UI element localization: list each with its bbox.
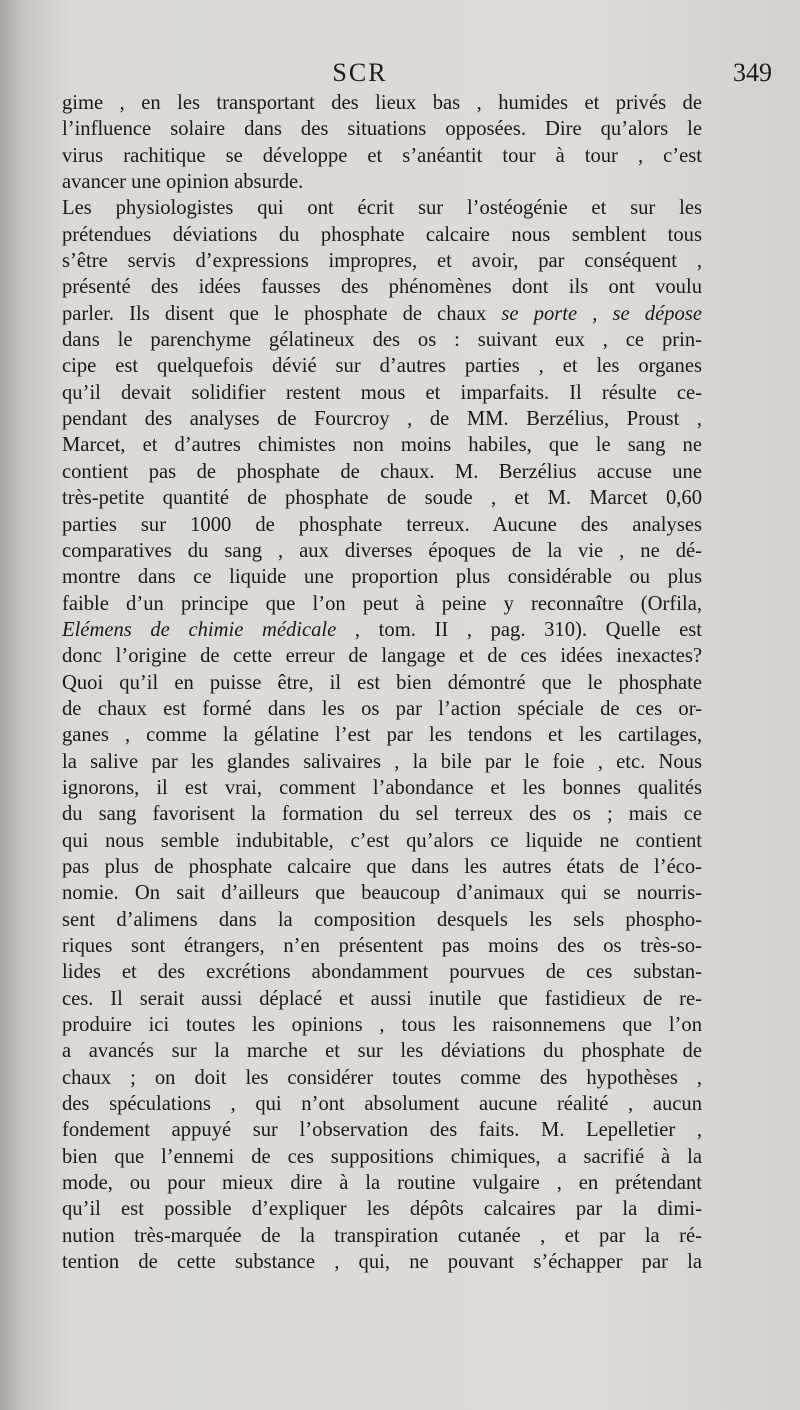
text-line xyxy=(62,195,702,221)
text-line: lides et des excrétions abondamment pourvues de ces substan- xyxy=(62,961,702,984)
text-line: avancer une opinion absurde. xyxy=(62,171,304,194)
text-line: des spéculations , qui n’ont absolument aucune réalité , aucun xyxy=(62,1093,702,1116)
text-line: l’influence solaire dans des situations opposées. Dire qu’alors le xyxy=(62,118,702,141)
book-title: Elémens de chimie médicale xyxy=(62,618,337,641)
text-line: comparatives du sang , aux diverses époques de la vie , ne dé- xyxy=(62,539,702,562)
text-line: nution très-marquée de la transpiration cutanée , et par la ré- xyxy=(62,1224,702,1247)
text-line: mode, ou pour mieux dire à la routine vulgaire , en prétendant xyxy=(62,1172,702,1195)
text-line: tention de cette substance , qui, ne pouvant s’échapper par la xyxy=(62,1251,702,1274)
text-line: la salive par les glandes salivaires , la bile par le foie , etc. Nous xyxy=(62,750,702,773)
text-line: gime , en les transportant des lieux bas , humides et privés de xyxy=(62,92,702,114)
text-line xyxy=(62,301,702,327)
text-line: produire ici toutes les opinions , tous les raisonnemens que l’on xyxy=(62,1014,702,1037)
text-line: a avancés sur la marche et sur les déviations du phosphate de xyxy=(62,1040,702,1063)
text-line-content: , tom. II , pag. 310). Quelle est xyxy=(336,618,703,641)
text-line-content: parler. Ils disent que le phosphate de chaux xyxy=(62,302,502,325)
text-line: qu’il est possible d’expliquer les dépôts calcaires par la dimi- xyxy=(62,1198,702,1221)
text-line-content: Les physiologistes qui ont écrit sur l’ostéogénie et sur les xyxy=(62,197,702,220)
text-line: nomie. On sait d’ailleurs que beaucoup d’animaux qui se nourris- xyxy=(62,882,702,905)
text-line: bien que l’ennemi de ces suppositions chimiques, a sacrifié à la xyxy=(62,1145,702,1168)
text-line xyxy=(62,617,702,643)
text-line: donc l’origine de cette erreur de langage et de ces idées inexactes? xyxy=(62,645,702,668)
text-line: Quoi qu’il en puisse être, il est bien démontré que le phosphate xyxy=(62,671,702,694)
text-line: virus rachitique se développe et s’anéantit tour à tour , c’est xyxy=(62,144,702,167)
running-head: SCR xyxy=(332,58,388,87)
text-line: chaux ; on doit les considérer toutes comme des hypothèses , xyxy=(62,1066,702,1089)
text-line: très-petite quantité de phosphate de soude , et M. Marcet 0,60 xyxy=(62,487,702,510)
text-line: ignorons, il est vrai, comment l’abondance et les bonnes qualités xyxy=(62,776,702,799)
text-line: pas plus de phosphate calcaire que dans les autres états de l’éco- xyxy=(62,855,702,878)
italic-phrase: se porte , se dépose xyxy=(501,302,702,325)
text-line: Marcet, et d’autres chimistes non moins habiles, que le sang ne xyxy=(62,434,702,457)
text-line: riques sont étrangers, n’en présentent pas moins des os très-so- xyxy=(62,935,702,957)
text-line: contient pas de phosphate de chaux. M. Berzélius accuse une xyxy=(62,460,702,483)
text-line: pendant des analyses de Fourcroy , de MM. Berzélius, Proust , xyxy=(62,408,702,431)
text-line: ganes , comme la gélatine l’est par les tendons et les cartilages, xyxy=(62,724,702,747)
text-line: dans le parenchyme gélatineux des os : suivant eux , ce prin- xyxy=(62,329,702,352)
text-line: faible d’un principe que l’on peut à peine y reconnaître (Orfila, xyxy=(62,592,702,615)
text-line: de chaux est formé dans les os par l’action spéciale de ces or- xyxy=(62,697,702,720)
text-line: du sang favorisent la formation du sel terreux des os ; mais ce xyxy=(62,803,702,826)
text-line: prétendues déviations du phosphate calcaire nous semblent tous xyxy=(62,223,702,246)
text-line: cipe est quelquefois dévié sur d’autres parties , et les organes xyxy=(62,355,702,378)
text-line: sent d’alimens dans la composition desquels les sels phospho- xyxy=(62,908,702,931)
text-line: qui nous semble indubitable, c’est qu’alors ce liquide ne contient xyxy=(62,829,702,852)
text-line: s’être servis d’expressions impropres, et avoir, par conséquent , xyxy=(62,250,702,273)
text-line: fondement appuyé sur l’observation des faits. M. Lepelletier , xyxy=(62,1119,702,1142)
text-line: montre dans ce liquide une proportion plus considérable ou plus xyxy=(62,566,702,589)
text-line: qu’il devait solidifier restent mous et imparfaits. Il résulte ce- xyxy=(62,381,702,404)
text-line: parties sur 1000 de phosphate terreux. Aucune des analyses xyxy=(62,513,702,536)
text-line: ces. Il serait aussi déplacé et aussi inutile que fastidieux de re- xyxy=(62,987,702,1010)
text-line: présenté des idées fausses des phénomènes dont ils ont voulu xyxy=(62,276,702,299)
body-text xyxy=(62,90,702,1275)
page-number: 349 xyxy=(733,58,772,87)
